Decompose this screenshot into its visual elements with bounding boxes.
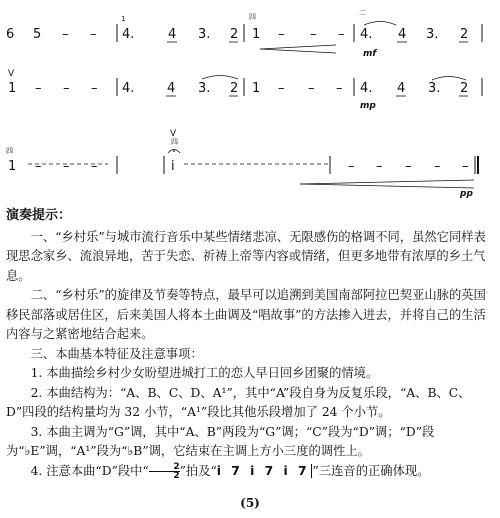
note: –: [308, 81, 315, 96]
note: –: [376, 159, 383, 174]
note: –: [35, 81, 42, 96]
time-signature-bottom: 2: [173, 470, 180, 481]
finger-mark: 二: [359, 9, 366, 17]
score-line-2: [8, 69, 482, 111]
finger-mark: 四: [6, 147, 13, 155]
triplet-notes: i 7 i 7 i 7: [216, 463, 310, 478]
note: –: [91, 81, 98, 96]
note: –: [35, 159, 42, 174]
slur: [364, 22, 396, 26]
note: 4.: [122, 27, 135, 42]
note: –: [62, 27, 69, 42]
note: 4.: [360, 81, 373, 96]
page-number: (5): [240, 496, 260, 510]
dynamic-mark: pp: [460, 189, 473, 199]
slur: [432, 77, 466, 81]
note: 1: [8, 81, 17, 96]
note: 3.: [426, 27, 439, 42]
note: 1: [8, 159, 17, 174]
score-line-1: [6, 9, 482, 59]
note: 5: [33, 27, 42, 42]
note: 3.: [198, 81, 211, 96]
tips-item-1: 1. 本曲描绘乡村少女盼望进城打工的恋人早日回乡团聚的情境。: [30, 366, 379, 380]
tips-paragraph-1: 一、“乡村乐”与城市流行音乐中某些情绪悲凉、无限感伤的格调不同，虽然它同样表现思念家乡、流浪异地，苦于失恋、祈祷上帝等内容或情绪，但更多地带有浓厚的乡土气息。: [6, 229, 486, 283]
tips-heading: 演奏提示：: [6, 208, 72, 223]
tips-item-4-prefix: 4. 注意本曲“D”段中“: [30, 463, 149, 478]
note: –: [336, 81, 343, 96]
time-signature: [149, 463, 180, 480]
note: 4: [167, 81, 176, 96]
score-line-3: [6, 129, 478, 199]
tips-item-3: 3. 本曲主调为“G”调，其中“A、B”两段为“G”调；“C”段为“D”调；“D”段为“♭E”调，“A¹”段为“♭B”调，它结束在主调上方小三度的调性上。: [6, 424, 435, 458]
note: –: [91, 159, 98, 174]
note: 2: [230, 27, 239, 42]
note: 4: [398, 27, 407, 42]
note: –: [63, 81, 70, 96]
breath-mark: V: [170, 129, 177, 139]
crescendo: [260, 45, 336, 49]
tips-item-4-suffix: ”三连音的正确体现。: [312, 463, 430, 478]
performance-tips: [6, 206, 494, 481]
note: –: [405, 159, 412, 174]
slur: [202, 76, 238, 80]
note: –: [90, 27, 97, 42]
finger-mark: 1: [121, 15, 126, 23]
music-score: [0, 0, 500, 200]
note: 2: [460, 81, 469, 96]
note: 3.: [428, 81, 441, 96]
breath-mark: V: [8, 69, 15, 79]
tips-paragraph-3: 三、本曲基本特征及注意事项：: [30, 346, 203, 361]
note: 4.: [360, 27, 373, 42]
note: i: [171, 159, 175, 174]
note: 1: [252, 27, 261, 42]
tips-item-4-mid: ”拍及“: [179, 463, 217, 478]
tips-paragraph-2: 二、“乡村乐”的旋律及节奏等特点，最早可以追溯到美国南部阿拉巴契亚山脉的英国移民部落或居住区，后来美国人将本土曲调及“唱故事”的方法掺入进去，并将自己的生活内容与之紧密地结合起来。: [6, 288, 486, 341]
note: 4: [397, 81, 406, 96]
tips-item-2: 2. 本曲结构为：“A、B、C、D、A¹”，其中“A”段自身为反复乐段，“A、B、C、D”四段的结构量均为 32 小节，“A¹”段比其他乐段增加了 24 个小节。: [6, 385, 471, 419]
note: 6: [6, 27, 15, 42]
note: 3.: [198, 27, 211, 42]
note: –: [462, 159, 469, 174]
note: 2: [230, 81, 239, 96]
finger-mark: 四: [171, 138, 178, 146]
dynamic-mark: mp: [360, 101, 376, 111]
note: 4: [168, 27, 177, 42]
note: –: [310, 27, 317, 42]
decrescendo: [300, 180, 474, 184]
note: –: [434, 159, 441, 174]
tips-item-4: [6, 462, 494, 482]
dynamic-mark: mf: [363, 49, 377, 59]
note: 4.: [122, 81, 135, 96]
barline: [311, 464, 312, 478]
note: –: [348, 159, 355, 174]
note: 2: [460, 27, 469, 42]
note: –: [278, 27, 285, 42]
note: –: [338, 27, 345, 42]
finger-mark: 四: [249, 13, 256, 21]
note: –: [63, 159, 70, 174]
time-signature-top: 2: [149, 463, 180, 472]
note: 1: [252, 81, 261, 96]
note: –: [278, 81, 285, 96]
